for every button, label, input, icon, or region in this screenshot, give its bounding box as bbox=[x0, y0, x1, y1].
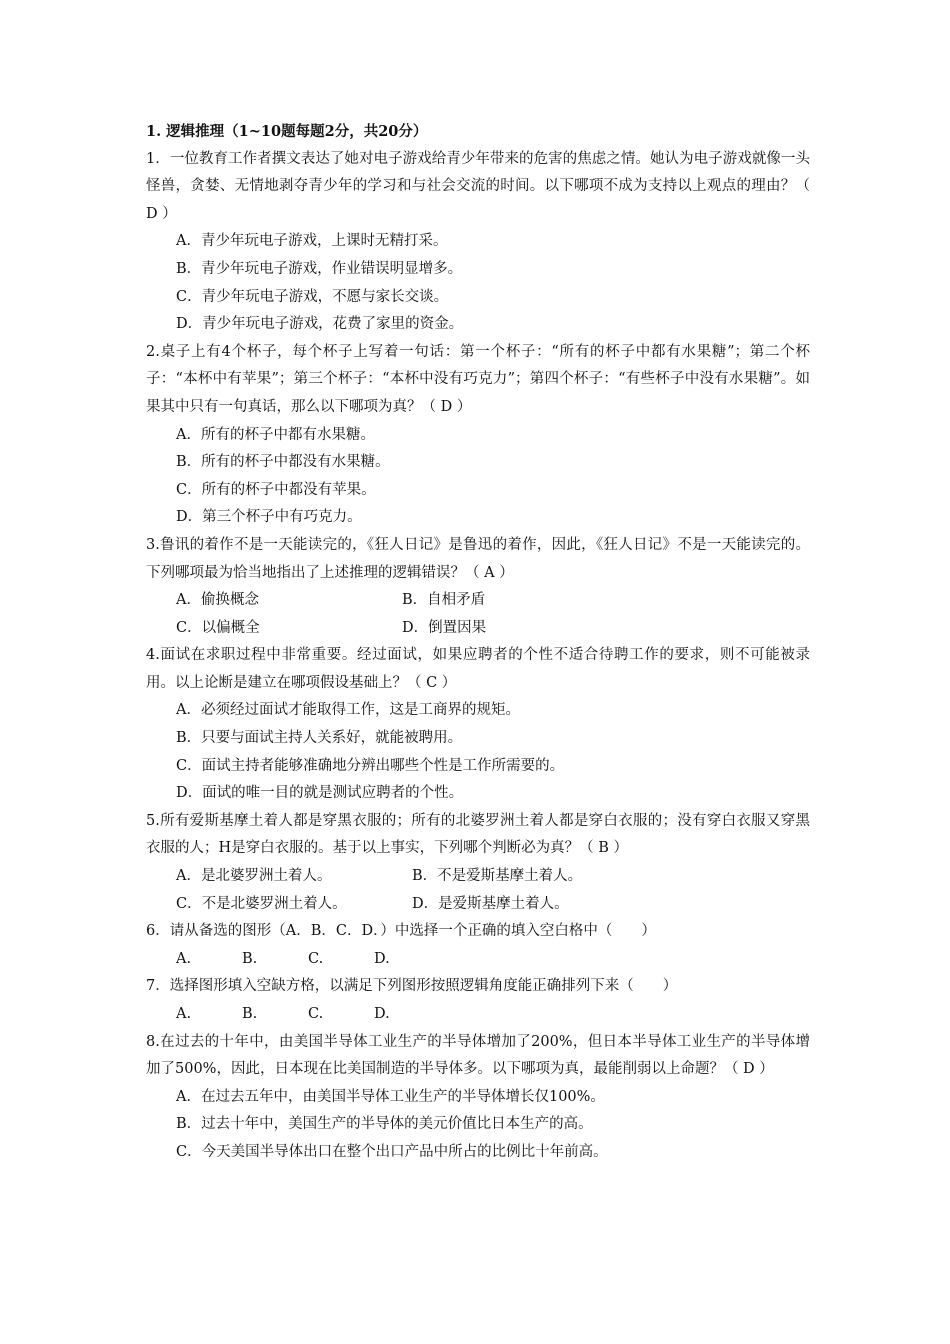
question-7 bbox=[146, 973, 810, 1028]
question-8 bbox=[146, 1029, 810, 1167]
question-2 bbox=[146, 339, 810, 532]
option-b: B．只要与面试主持人关系好，就能被聘用。 bbox=[176, 730, 463, 747]
question-5 bbox=[146, 808, 810, 918]
option-c: C．面试主持者能够准确地分辨出哪些个性是工作所需要的。 bbox=[176, 757, 565, 774]
option-b: B. bbox=[242, 950, 258, 967]
option-c: C．不是北婆罗洲土着人。 bbox=[176, 895, 347, 912]
option-b: B．青少年玩电子游戏，作业错误明显增多。 bbox=[176, 260, 463, 277]
option-d: D. bbox=[374, 950, 390, 967]
option-c: C. bbox=[308, 1006, 324, 1022]
option-row bbox=[146, 863, 810, 891]
option-a: A．必须经过面试才能取得工作，这是工商界的规矩。 bbox=[176, 702, 520, 719]
option-d: D．是爱斯基摩土着人。 bbox=[412, 895, 569, 912]
section-title: 1. 逻辑推理（1~10题每题2分，共20分） bbox=[146, 123, 428, 140]
question-text: 1．一位教育工作者撰文表达了她对电子游戏给青少年带来的危害的焦虑之情。她认为电子游戏就像一头怪兽，贪婪、无情地剥夺青少年的学习和与社会交流的时间。以下哪项不成为支持以上观点的理由？（ D ） bbox=[146, 150, 810, 222]
question-text: 8.在过去的十年中，由美国半导体工业生产的半导体增加了200%，但日本半导体工业生产的半导体增加了500%，因此，日本现在比美国制造的半导体多。以下哪项为真，最能削弱以上命题？（ D ） bbox=[146, 1033, 810, 1078]
option-d: D．倒置因果 bbox=[402, 619, 487, 636]
question-text: 4.面试在求职过程中非常重要。经过面试，如果应聘者的个性不适合待聘工作的要求，则不可能被录用。以上论断是建立在哪项假设基础上？（ C ） bbox=[146, 647, 810, 691]
option-row bbox=[146, 1001, 810, 1029]
option-a: A. bbox=[176, 950, 192, 967]
question-6 bbox=[146, 918, 810, 973]
question-text: 5.所有爱斯基摩土着人都是穿黑衣服的；所有的北婆罗洲土着人都是穿白衣服的；没有穿白衣服又穿黑衣服的人；H是穿白衣服的。基于以上事实，下列哪个判断必为真？（ B ） bbox=[146, 812, 810, 857]
option-a: A．在过去五年中，由美国半导体工业生产的半导体增长仅100%。 bbox=[176, 1088, 605, 1105]
option-a: A．青少年玩电子游戏，上课时无精打采。 bbox=[176, 233, 448, 250]
option-row bbox=[146, 891, 810, 919]
option-d: D. bbox=[374, 1006, 390, 1022]
option-row bbox=[146, 615, 810, 643]
option-c: C．以偏概全 bbox=[176, 619, 260, 636]
option-a: A．偷换概念 bbox=[176, 592, 259, 609]
option-a: A．所有的杯子中都有水果糖。 bbox=[176, 426, 375, 443]
option-d: D．面试的唯一目的就是测试应聘者的个性。 bbox=[176, 785, 464, 802]
document-body bbox=[146, 118, 810, 1167]
question-4 bbox=[146, 642, 810, 808]
question-text: 2.桌子上有4个杯子，每个杯子上写着一句话：第一个杯子：“所有的杯子中都有水果糖”；第二个杯子：“本杯中有苹果”；第三个杯子：“本杯中没有巧克力”；第四个杯子：“有些杯子中没有水果糖”。如果其中只有一句真话，那么以下哪项为真？（ D ） bbox=[146, 343, 810, 415]
option-row bbox=[146, 946, 810, 974]
option-c: C．所有的杯子中都没有苹果。 bbox=[176, 481, 376, 498]
option-b: B．过去十年中，美国生产的半导体的美元价值比日本生产的高。 bbox=[176, 1116, 593, 1133]
option-d: D．第三个杯子中有巧克力。 bbox=[176, 509, 362, 526]
question-text: 6．请从备选的图形（A．B．C．D．）中选择一个正确的填入空白格中（ ） bbox=[146, 923, 656, 940]
option-c: C．今天美国半导体出口在整个出口产品中所占的比例比十年前高。 bbox=[176, 1143, 608, 1160]
option-b: B. bbox=[242, 1006, 258, 1022]
question-1 bbox=[146, 146, 810, 339]
question-text: 3.鲁讯的着作不是一天能读完的，《狂人日记》是鲁迅的着作，因此，《狂人日记》不是一天能读完的。下列哪项最为恰当地指出了上述推理的逻辑错误？（ A ） bbox=[146, 536, 810, 581]
option-a: A. bbox=[176, 1006, 192, 1022]
option-a: A．是北婆罗洲土着人。 bbox=[176, 868, 332, 885]
option-c: C．青少年玩电子游戏，不愿与家长交谈。 bbox=[176, 288, 449, 305]
option-d: D．青少年玩电子游戏，花费了家里的资金。 bbox=[176, 316, 464, 333]
question-text: 7．选择图形填入空缺方格，以满足下列图形按照逻辑角度能正确排列下来（ ） bbox=[146, 978, 678, 995]
question-3 bbox=[146, 532, 810, 642]
option-row bbox=[146, 587, 810, 615]
option-c: C. bbox=[308, 950, 324, 967]
option-b: B．不是爱斯基摩土着人。 bbox=[412, 868, 583, 885]
option-b: B．所有的杯子中都没有水果糖。 bbox=[176, 454, 390, 471]
option-b: B．自相矛盾 bbox=[402, 592, 486, 609]
